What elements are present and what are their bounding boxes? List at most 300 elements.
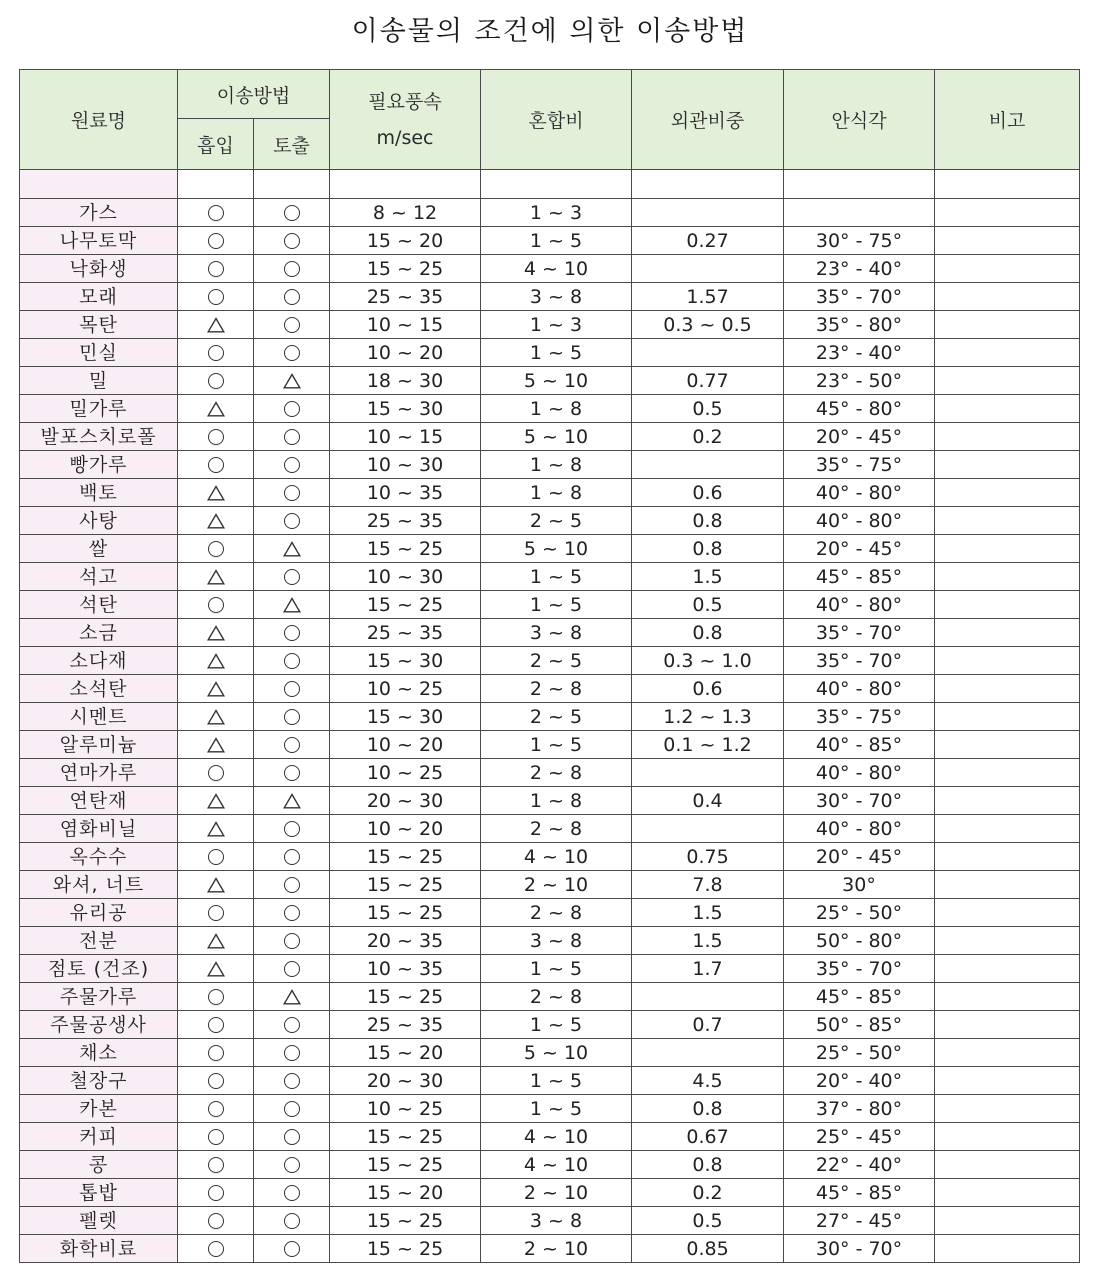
circle-mark-icon	[284, 1241, 300, 1257]
discharge-mark-cell	[254, 1039, 330, 1067]
material-name-cell: 낙화생	[20, 255, 178, 283]
triangle-mark-icon	[207, 569, 225, 585]
wind-speed-cell: 15 ~ 25	[330, 591, 481, 619]
wind-speed-cell: 15 ~ 25	[330, 843, 481, 871]
material-name-cell: 카본	[20, 1095, 178, 1123]
table-row	[20, 1179, 1080, 1207]
wind-speed-cell: 10 ~ 30	[330, 563, 481, 591]
mixing-ratio-cell: 1 ~ 5	[481, 1011, 632, 1039]
wind-speed-cell: 10 ~ 35	[330, 955, 481, 983]
wind-speed-cell: 10 ~ 35	[330, 479, 481, 507]
table-row	[20, 199, 1080, 227]
circle-mark-icon	[284, 485, 300, 501]
mixing-ratio-cell: 2 ~ 5	[481, 703, 632, 731]
circle-mark-icon	[208, 429, 224, 445]
suction-mark-cell	[178, 395, 254, 423]
angle-of-repose-cell: 50° - 85°	[784, 1011, 935, 1039]
remarks-cell	[935, 731, 1080, 759]
wind-speed-cell: 15 ~ 25	[330, 983, 481, 1011]
discharge-mark-cell	[254, 535, 330, 563]
remarks-cell	[935, 423, 1080, 451]
triangle-mark-icon	[207, 821, 225, 837]
circle-mark-icon	[284, 317, 300, 333]
suction-mark-cell	[178, 927, 254, 955]
mixing-ratio-cell: 1 ~ 5	[481, 955, 632, 983]
discharge-mark-cell	[254, 1095, 330, 1123]
mixing-ratio-cell: 2 ~ 8	[481, 759, 632, 787]
blank-cell	[254, 170, 330, 199]
wind-speed-cell: 15 ~ 25	[330, 255, 481, 283]
circle-mark-icon	[284, 961, 300, 977]
angle-of-repose-cell: 25° - 50°	[784, 899, 935, 927]
wind-speed-cell: 20 ~ 30	[330, 787, 481, 815]
circle-mark-icon	[208, 1213, 224, 1229]
suction-mark-cell	[178, 199, 254, 227]
specific-gravity-cell: 0.6	[632, 479, 784, 507]
table-row	[20, 1039, 1080, 1067]
specific-gravity-cell: 0.67	[632, 1123, 784, 1151]
angle-of-repose-cell: 35° - 70°	[784, 619, 935, 647]
wind-speed-cell: 15 ~ 25	[330, 899, 481, 927]
mixing-ratio-cell: 2 ~ 10	[481, 1235, 632, 1263]
suction-mark-cell	[178, 647, 254, 675]
circle-mark-icon	[284, 345, 300, 361]
specific-gravity-cell: 0.1 ~ 1.2	[632, 731, 784, 759]
remarks-cell	[935, 815, 1080, 843]
header-discharge: 토출	[254, 119, 330, 170]
table-row	[20, 899, 1080, 927]
specific-gravity-cell	[632, 815, 784, 843]
suction-mark-cell	[178, 619, 254, 647]
triangle-mark-icon	[283, 989, 301, 1005]
wind-speed-cell: 10 ~ 20	[330, 815, 481, 843]
discharge-mark-cell	[254, 787, 330, 815]
discharge-mark-cell	[254, 1151, 330, 1179]
table-row	[20, 507, 1080, 535]
mixing-ratio-cell: 2 ~ 5	[481, 647, 632, 675]
remarks-cell	[935, 647, 1080, 675]
mixing-ratio-cell: 2 ~ 8	[481, 899, 632, 927]
mixing-ratio-cell: 4 ~ 10	[481, 255, 632, 283]
specific-gravity-cell: 0.2	[632, 423, 784, 451]
wind-speed-cell: 15 ~ 25	[330, 871, 481, 899]
specific-gravity-cell: 1.5	[632, 563, 784, 591]
suction-mark-cell	[178, 871, 254, 899]
wind-speed-cell: 10 ~ 15	[330, 311, 481, 339]
remarks-cell	[935, 1207, 1080, 1235]
discharge-mark-cell	[254, 479, 330, 507]
material-name-cell: 전분	[20, 927, 178, 955]
triangle-mark-icon	[207, 877, 225, 893]
suction-mark-cell	[178, 675, 254, 703]
specific-gravity-cell: 0.3 ~ 0.5	[632, 311, 784, 339]
material-name-cell: 콩	[20, 1151, 178, 1179]
wind-speed-cell: 15 ~ 30	[330, 395, 481, 423]
table-row	[20, 479, 1080, 507]
specific-gravity-cell: 0.77	[632, 367, 784, 395]
material-name-cell: 모래	[20, 283, 178, 311]
wind-speed-cell: 18 ~ 30	[330, 367, 481, 395]
discharge-mark-cell	[254, 367, 330, 395]
table-row	[20, 815, 1080, 843]
wind-speed-cell: 10 ~ 20	[330, 731, 481, 759]
material-name-cell: 나무토막	[20, 227, 178, 255]
discharge-mark-cell	[254, 1123, 330, 1151]
remarks-cell	[935, 535, 1080, 563]
material-name-cell: 목탄	[20, 311, 178, 339]
table-row	[20, 591, 1080, 619]
suction-mark-cell	[178, 1151, 254, 1179]
table-row	[20, 731, 1080, 759]
circle-mark-icon	[284, 821, 300, 837]
triangle-mark-icon	[207, 653, 225, 669]
material-name-cell: 백토	[20, 479, 178, 507]
discharge-mark-cell	[254, 1011, 330, 1039]
circle-mark-icon	[284, 457, 300, 473]
table-row	[20, 367, 1080, 395]
mixing-ratio-cell: 3 ~ 8	[481, 1207, 632, 1235]
material-name-cell: 펠렛	[20, 1207, 178, 1235]
circle-mark-icon	[284, 233, 300, 249]
triangle-mark-icon	[207, 737, 225, 753]
angle-of-repose-cell: 23° - 40°	[784, 339, 935, 367]
specific-gravity-cell: 0.2	[632, 1179, 784, 1207]
discharge-mark-cell	[254, 759, 330, 787]
discharge-mark-cell	[254, 815, 330, 843]
wind-speed-cell: 10 ~ 25	[330, 759, 481, 787]
circle-mark-icon	[208, 1241, 224, 1257]
suction-mark-cell	[178, 843, 254, 871]
mixing-ratio-cell: 1 ~ 8	[481, 479, 632, 507]
specific-gravity-cell	[632, 339, 784, 367]
material-name-cell: 발포스치로폴	[20, 423, 178, 451]
mixing-ratio-cell: 2 ~ 10	[481, 871, 632, 899]
triangle-mark-icon	[207, 625, 225, 641]
material-name-cell: 소다재	[20, 647, 178, 675]
discharge-mark-cell	[254, 955, 330, 983]
specific-gravity-cell: 0.8	[632, 507, 784, 535]
remarks-cell	[935, 451, 1080, 479]
remarks-cell	[935, 787, 1080, 815]
angle-of-repose-cell	[784, 199, 935, 227]
remarks-cell	[935, 311, 1080, 339]
circle-mark-icon	[284, 765, 300, 781]
material-name-cell: 주물공생사	[20, 1011, 178, 1039]
specific-gravity-cell: 0.8	[632, 1095, 784, 1123]
remarks-cell	[935, 759, 1080, 787]
discharge-mark-cell	[254, 283, 330, 311]
suction-mark-cell	[178, 899, 254, 927]
suction-mark-cell	[178, 703, 254, 731]
triangle-mark-icon	[283, 373, 301, 389]
angle-of-repose-cell: 25° - 50°	[784, 1039, 935, 1067]
table-row	[20, 311, 1080, 339]
triangle-mark-icon	[207, 401, 225, 417]
discharge-mark-cell	[254, 731, 330, 759]
discharge-mark-cell	[254, 451, 330, 479]
wind-speed-cell: 15 ~ 30	[330, 703, 481, 731]
remarks-cell	[935, 255, 1080, 283]
mixing-ratio-cell: 5 ~ 10	[481, 535, 632, 563]
material-name-cell: 유리공	[20, 899, 178, 927]
circle-mark-icon	[208, 1129, 224, 1145]
mixing-ratio-cell: 2 ~ 8	[481, 675, 632, 703]
material-name-cell: 밀가루	[20, 395, 178, 423]
mixing-ratio-cell: 1 ~ 3	[481, 311, 632, 339]
discharge-mark-cell	[254, 647, 330, 675]
blank-cell	[481, 170, 632, 199]
suction-mark-cell	[178, 1207, 254, 1235]
circle-mark-icon	[208, 1073, 224, 1089]
mixing-ratio-cell: 4 ~ 10	[481, 1151, 632, 1179]
header-angle-of-repose: 안식각	[784, 70, 935, 170]
angle-of-repose-cell: 20° - 45°	[784, 423, 935, 451]
wind-speed-cell: 15 ~ 20	[330, 1039, 481, 1067]
wind-speed-cell: 10 ~ 25	[330, 1095, 481, 1123]
wind-speed-cell: 15 ~ 25	[330, 535, 481, 563]
remarks-cell	[935, 1067, 1080, 1095]
specific-gravity-cell	[632, 983, 784, 1011]
table-row	[20, 1067, 1080, 1095]
wind-speed-cell: 10 ~ 30	[330, 451, 481, 479]
blank-cell	[935, 170, 1080, 199]
material-name-cell: 소금	[20, 619, 178, 647]
table-body	[20, 170, 1080, 1263]
angle-of-repose-cell: 30°	[784, 871, 935, 899]
angle-of-repose-cell: 40° - 80°	[784, 815, 935, 843]
header-material-name: 원료명	[20, 70, 178, 170]
table-row	[20, 1207, 1080, 1235]
mixing-ratio-cell: 1 ~ 5	[481, 591, 632, 619]
circle-mark-icon	[208, 597, 224, 613]
discharge-mark-cell	[254, 619, 330, 647]
discharge-mark-cell	[254, 311, 330, 339]
specific-gravity-cell: 0.3 ~ 1.0	[632, 647, 784, 675]
table-row	[20, 283, 1080, 311]
header-apparent-specific-gravity: 외관비중	[632, 70, 784, 170]
discharge-mark-cell	[254, 395, 330, 423]
angle-of-repose-cell: 40° - 80°	[784, 507, 935, 535]
header-wind-speed-label: 필요풍속	[368, 90, 442, 113]
suction-mark-cell	[178, 983, 254, 1011]
remarks-cell	[935, 703, 1080, 731]
discharge-mark-cell	[254, 675, 330, 703]
wind-speed-cell: 15 ~ 25	[330, 1123, 481, 1151]
discharge-mark-cell	[254, 339, 330, 367]
circle-mark-icon	[208, 905, 224, 921]
specific-gravity-cell: 1.2 ~ 1.3	[632, 703, 784, 731]
table-row	[20, 451, 1080, 479]
angle-of-repose-cell: 40° - 80°	[784, 591, 935, 619]
mixing-ratio-cell: 5 ~ 10	[481, 423, 632, 451]
material-name-cell: 주물가루	[20, 983, 178, 1011]
circle-mark-icon	[284, 513, 300, 529]
circle-mark-icon	[208, 1157, 224, 1173]
circle-mark-icon	[208, 989, 224, 1005]
angle-of-repose-cell: 30° - 70°	[784, 787, 935, 815]
material-name-cell: 시멘트	[20, 703, 178, 731]
wind-speed-cell: 20 ~ 30	[330, 1067, 481, 1095]
remarks-cell	[935, 395, 1080, 423]
remarks-cell	[935, 1039, 1080, 1067]
circle-mark-icon	[284, 429, 300, 445]
suction-mark-cell	[178, 451, 254, 479]
circle-mark-icon	[208, 373, 224, 389]
discharge-mark-cell	[254, 843, 330, 871]
table-row	[20, 871, 1080, 899]
mixing-ratio-cell: 2 ~ 5	[481, 507, 632, 535]
remarks-cell	[935, 591, 1080, 619]
specific-gravity-cell	[632, 451, 784, 479]
specific-gravity-cell: 0.75	[632, 843, 784, 871]
angle-of-repose-cell: 20° - 45°	[784, 535, 935, 563]
remarks-cell	[935, 1235, 1080, 1263]
wind-speed-cell: 10 ~ 15	[330, 423, 481, 451]
circle-mark-icon	[208, 1101, 224, 1117]
circle-mark-icon	[284, 877, 300, 893]
material-name-cell: 알루미늄	[20, 731, 178, 759]
circle-mark-icon	[284, 653, 300, 669]
suction-mark-cell	[178, 367, 254, 395]
circle-mark-icon	[284, 681, 300, 697]
suction-mark-cell	[178, 339, 254, 367]
material-name-cell: 와셔, 너트	[20, 871, 178, 899]
table-row	[20, 563, 1080, 591]
circle-mark-icon	[284, 1073, 300, 1089]
material-name-cell: 연탄재	[20, 787, 178, 815]
specific-gravity-cell: 0.5	[632, 591, 784, 619]
suction-mark-cell	[178, 591, 254, 619]
circle-mark-icon	[284, 1213, 300, 1229]
discharge-mark-cell	[254, 1207, 330, 1235]
angle-of-repose-cell: 35° - 75°	[784, 451, 935, 479]
circle-mark-icon	[284, 849, 300, 865]
table-row	[20, 843, 1080, 871]
material-name-cell: 연마가루	[20, 759, 178, 787]
specific-gravity-cell: 0.7	[632, 1011, 784, 1039]
material-name-cell: 사탕	[20, 507, 178, 535]
angle-of-repose-cell: 20° - 45°	[784, 843, 935, 871]
suction-mark-cell	[178, 955, 254, 983]
angle-of-repose-cell: 23° - 50°	[784, 367, 935, 395]
table-row	[20, 927, 1080, 955]
header-wind-speed-unit: m/sec	[376, 126, 434, 149]
wind-speed-cell: 20 ~ 35	[330, 927, 481, 955]
suction-mark-cell	[178, 227, 254, 255]
circle-mark-icon	[208, 1045, 224, 1061]
specific-gravity-cell	[632, 1039, 784, 1067]
mixing-ratio-cell: 1 ~ 5	[481, 563, 632, 591]
material-name-cell: 석고	[20, 563, 178, 591]
mixing-ratio-cell: 2 ~ 10	[481, 1179, 632, 1207]
circle-mark-icon	[284, 1017, 300, 1033]
blank-cell	[178, 170, 254, 199]
table-row	[20, 1235, 1080, 1263]
circle-mark-icon	[284, 1129, 300, 1145]
suction-mark-cell	[178, 759, 254, 787]
mixing-ratio-cell: 1 ~ 8	[481, 451, 632, 479]
remarks-cell	[935, 283, 1080, 311]
circle-mark-icon	[284, 625, 300, 641]
material-name-cell: 염화비닐	[20, 815, 178, 843]
specific-gravity-cell	[632, 199, 784, 227]
remarks-cell	[935, 339, 1080, 367]
discharge-mark-cell	[254, 927, 330, 955]
wind-speed-cell: 10 ~ 25	[330, 675, 481, 703]
triangle-mark-icon	[207, 793, 225, 809]
blank-cell	[330, 170, 481, 199]
material-name-cell: 소석탄	[20, 675, 178, 703]
angle-of-repose-cell: 23° - 40°	[784, 255, 935, 283]
blank-cell	[632, 170, 784, 199]
discharge-mark-cell	[254, 871, 330, 899]
discharge-mark-cell	[254, 703, 330, 731]
remarks-cell	[935, 1123, 1080, 1151]
mixing-ratio-cell: 3 ~ 8	[481, 619, 632, 647]
suction-mark-cell	[178, 563, 254, 591]
suction-mark-cell	[178, 787, 254, 815]
wind-speed-cell: 10 ~ 20	[330, 339, 481, 367]
material-name-cell: 밀	[20, 367, 178, 395]
discharge-mark-cell	[254, 255, 330, 283]
specific-gravity-cell: 0.27	[632, 227, 784, 255]
specific-gravity-cell: 0.8	[632, 619, 784, 647]
angle-of-repose-cell: 40° - 80°	[784, 479, 935, 507]
specific-gravity-cell: 0.5	[632, 395, 784, 423]
angle-of-repose-cell: 35° - 70°	[784, 647, 935, 675]
circle-mark-icon	[208, 541, 224, 557]
table-row	[20, 955, 1080, 983]
material-name-cell: 민실	[20, 339, 178, 367]
circle-mark-icon	[208, 345, 224, 361]
wind-speed-cell: 25 ~ 35	[330, 283, 481, 311]
triangle-mark-icon	[207, 933, 225, 949]
discharge-mark-cell	[254, 199, 330, 227]
table-row	[20, 535, 1080, 563]
angle-of-repose-cell: 35° - 80°	[784, 311, 935, 339]
mixing-ratio-cell: 3 ~ 8	[481, 283, 632, 311]
discharge-mark-cell	[254, 983, 330, 1011]
table-row	[20, 759, 1080, 787]
table-row	[20, 1151, 1080, 1179]
table-row	[20, 339, 1080, 367]
blank-cell	[784, 170, 935, 199]
mixing-ratio-cell: 2 ~ 8	[481, 983, 632, 1011]
table-row	[20, 647, 1080, 675]
angle-of-repose-cell: 22° - 40°	[784, 1151, 935, 1179]
circle-mark-icon	[208, 765, 224, 781]
mixing-ratio-cell: 2 ~ 8	[481, 815, 632, 843]
remarks-cell	[935, 843, 1080, 871]
specific-gravity-cell: 1.57	[632, 283, 784, 311]
specific-gravity-cell: 0.8	[632, 1151, 784, 1179]
circle-mark-icon	[284, 205, 300, 221]
remarks-cell	[935, 899, 1080, 927]
suction-mark-cell	[178, 535, 254, 563]
header-row-top	[20, 70, 1080, 119]
circle-mark-icon	[284, 289, 300, 305]
remarks-cell	[935, 871, 1080, 899]
triangle-mark-icon	[283, 597, 301, 613]
specific-gravity-cell: 1.5	[632, 899, 784, 927]
suction-mark-cell	[178, 1179, 254, 1207]
triangle-mark-icon	[207, 681, 225, 697]
material-name-cell: 채소	[20, 1039, 178, 1067]
material-name-cell: 점토 (건조)	[20, 955, 178, 983]
discharge-mark-cell	[254, 227, 330, 255]
remarks-cell	[935, 563, 1080, 591]
circle-mark-icon	[284, 569, 300, 585]
